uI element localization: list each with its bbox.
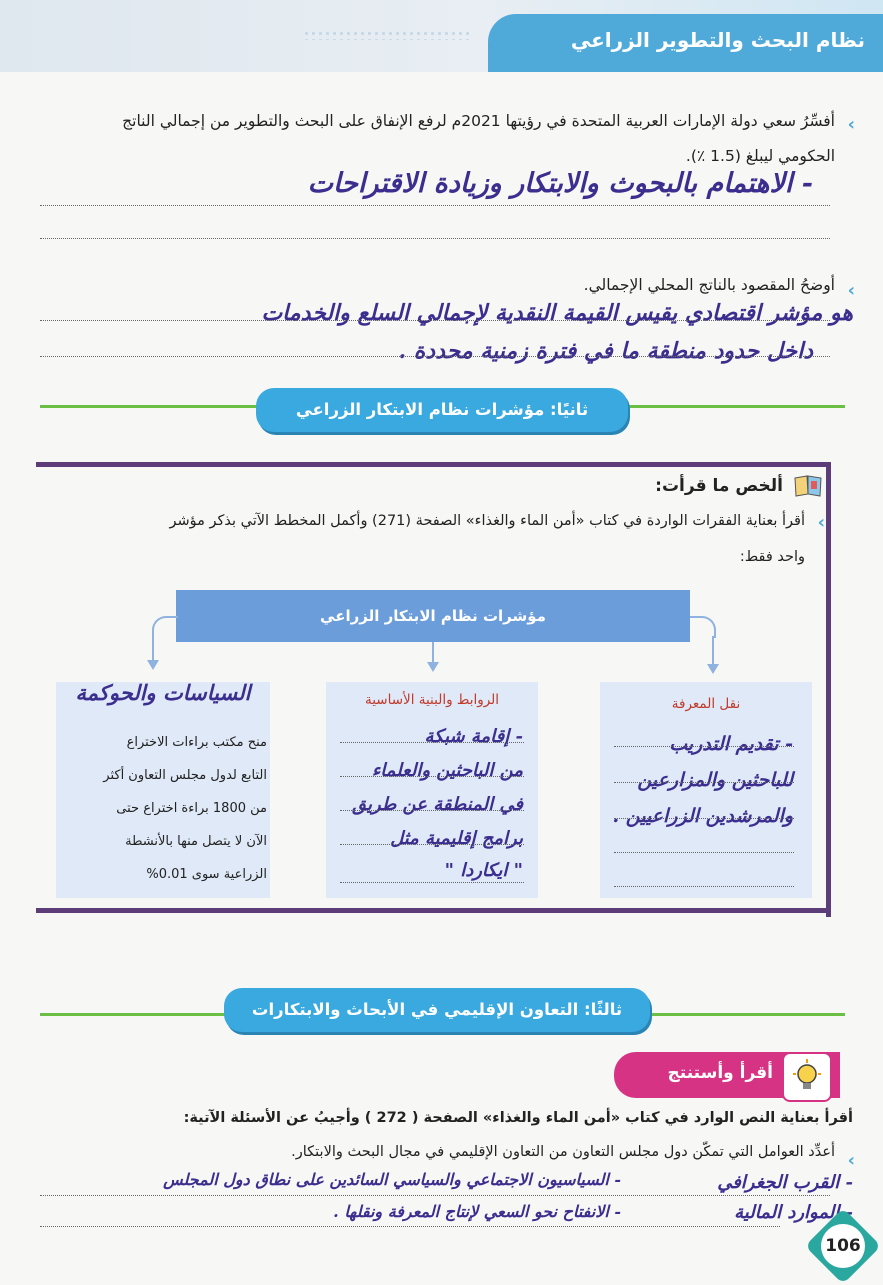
- answer-line: [614, 886, 794, 887]
- answer-line: [340, 882, 524, 883]
- summary-instruction-line1: أقرأ بعناية الفقرات الواردة في كتاب «أمن الماء والغذاء» الصفحة (271) وأكمل المخطط الآتي بذكر مؤشر: [169, 513, 805, 529]
- answer-line: [340, 742, 524, 743]
- indicator-text-line: التابع لدول مجلس التعاون أكثر: [103, 768, 267, 783]
- indicator-text-line: الزراعية سوى 0.01%: [146, 867, 267, 882]
- arrow-down-icon: [707, 664, 719, 674]
- read-answer: - السياسيون الاجتماعي والسياسي السائدين على نطاق دول المجلس: [163, 1170, 621, 1189]
- indicator-answer-line: برامج إقليمية مثل: [390, 828, 523, 849]
- q2-prompt: أوضحُ المقصود بالناتج المحلي الإجمالي.: [583, 276, 835, 294]
- answer-line: [614, 818, 794, 819]
- read-answer: - القرب الجغرافي: [717, 1172, 853, 1193]
- q2-answer-line2: داخل حدود منطقة ما في فترة زمنية محددة .: [398, 338, 813, 364]
- arrow-down-icon: [427, 662, 439, 672]
- answer-line: [340, 776, 524, 777]
- answer-line: [340, 844, 524, 845]
- connector: [690, 616, 716, 638]
- indicator-text-line: منح مكتب براءات الاختراع: [126, 735, 267, 750]
- section3-title: ثالثًا: التعاون الإقليمي في الأبحاث والابتكارات: [224, 988, 650, 1032]
- summary-instruction-line2: واحد فقط:: [739, 549, 805, 565]
- indicator-answer-line: من الباحثين والعلماء: [371, 760, 523, 781]
- chevron-icon: ‹: [817, 512, 825, 533]
- connector: [432, 642, 434, 664]
- read-answer: - الانفتاح نحو السعي لإنتاج المعرفة ونقلها .: [333, 1202, 621, 1221]
- indicator-title: نقل المعرفة: [671, 696, 741, 712]
- diagram-main-box: مؤشرات نظام الابتكار الزراعي: [176, 590, 690, 642]
- answer-line: [40, 356, 830, 357]
- arrow-down-icon: [147, 660, 159, 670]
- frame-top: [36, 462, 831, 467]
- frame-bottom: [36, 908, 831, 913]
- answer-line: [40, 205, 830, 206]
- answer-line: [40, 320, 830, 321]
- connector: [152, 616, 178, 638]
- answer-line: [340, 810, 524, 811]
- indicator-answer-line: " ايكاردا ": [444, 860, 523, 881]
- book-icon: [793, 474, 823, 498]
- read-answer: - الموارد المالية: [734, 1202, 853, 1223]
- answer-line: [614, 852, 794, 853]
- indicator-answer-line: - إقامة شبكة: [424, 726, 523, 747]
- read-deduce-label: أقرأ وأستنتج: [667, 1063, 773, 1083]
- lightbulb-icon: [782, 1052, 832, 1102]
- answer-line: [40, 1226, 780, 1227]
- answer-line: [614, 782, 794, 783]
- answer-line: [614, 746, 794, 747]
- summary-heading: ألخص ما قرأت:: [655, 476, 783, 496]
- chevron-icon: ‹: [847, 114, 855, 135]
- indicator-text-line: الآن لا يتصل منها بالأنشطة: [125, 834, 267, 849]
- q1-line1: أفسِّرُ سعي دولة الإمارات العربية المتحدة في رؤيتها 2021م لرفع الإنفاق على البحث والتطوير من إجمالي الناتج: [122, 112, 835, 130]
- indicator-answer-line: - تقديم التدريب: [669, 733, 793, 755]
- indicator-answer-line: للباحثين والمزارعين: [637, 769, 793, 791]
- indicator-answer-line: في المنطقة عن طريق: [352, 794, 523, 815]
- frame-right: [826, 462, 831, 917]
- answer-line: [40, 238, 830, 239]
- q1-answer-handwritten: - الاهتمام بالبحوث والابتكار وزيادة الاقتراحات: [307, 168, 813, 199]
- connector: [152, 636, 154, 662]
- page-title: نظام البحث والتطوير الزراعي: [570, 28, 865, 52]
- chevron-icon: ‹: [847, 280, 855, 301]
- chevron-icon: ‹: [847, 1150, 855, 1171]
- read-question: أعدِّد العوامل التي تمكّن دول مجلس التعاون من التعاون الإقليمي في مجال البحث والابتكار.: [291, 1144, 835, 1160]
- header-decoration: [303, 30, 473, 40]
- indicator-answer-line: والمرشدين الزراعيين .: [612, 805, 793, 827]
- q2-answer-line1: هو مؤشر اقتصادي يقيس القيمة النقدية لإجمالي السلع والخدمات: [261, 300, 853, 326]
- indicator-text-line: من 1800 براءة اختراع حتى: [116, 801, 267, 816]
- q1-line2: الحكومي ليبلغ (1.5 ٪).: [685, 147, 835, 165]
- connector: [712, 636, 714, 666]
- indicator-title-handwritten: السياسات والحوكمة: [75, 680, 251, 705]
- answer-line: [40, 1195, 830, 1196]
- indicator-title: الروابط والبنية الأساسية: [364, 692, 500, 708]
- page-number: 106: [825, 1236, 861, 1256]
- read-instruction: أقرأ بعناية النص الوارد في كتاب «أمن الماء والغذاء» الصفحة ( 272 ) وأجيبُ عن الأسئلة الآتية:: [183, 1110, 853, 1126]
- section2-title: ثانيًا: مؤشرات نظام الابتكار الزراعي: [256, 388, 628, 432]
